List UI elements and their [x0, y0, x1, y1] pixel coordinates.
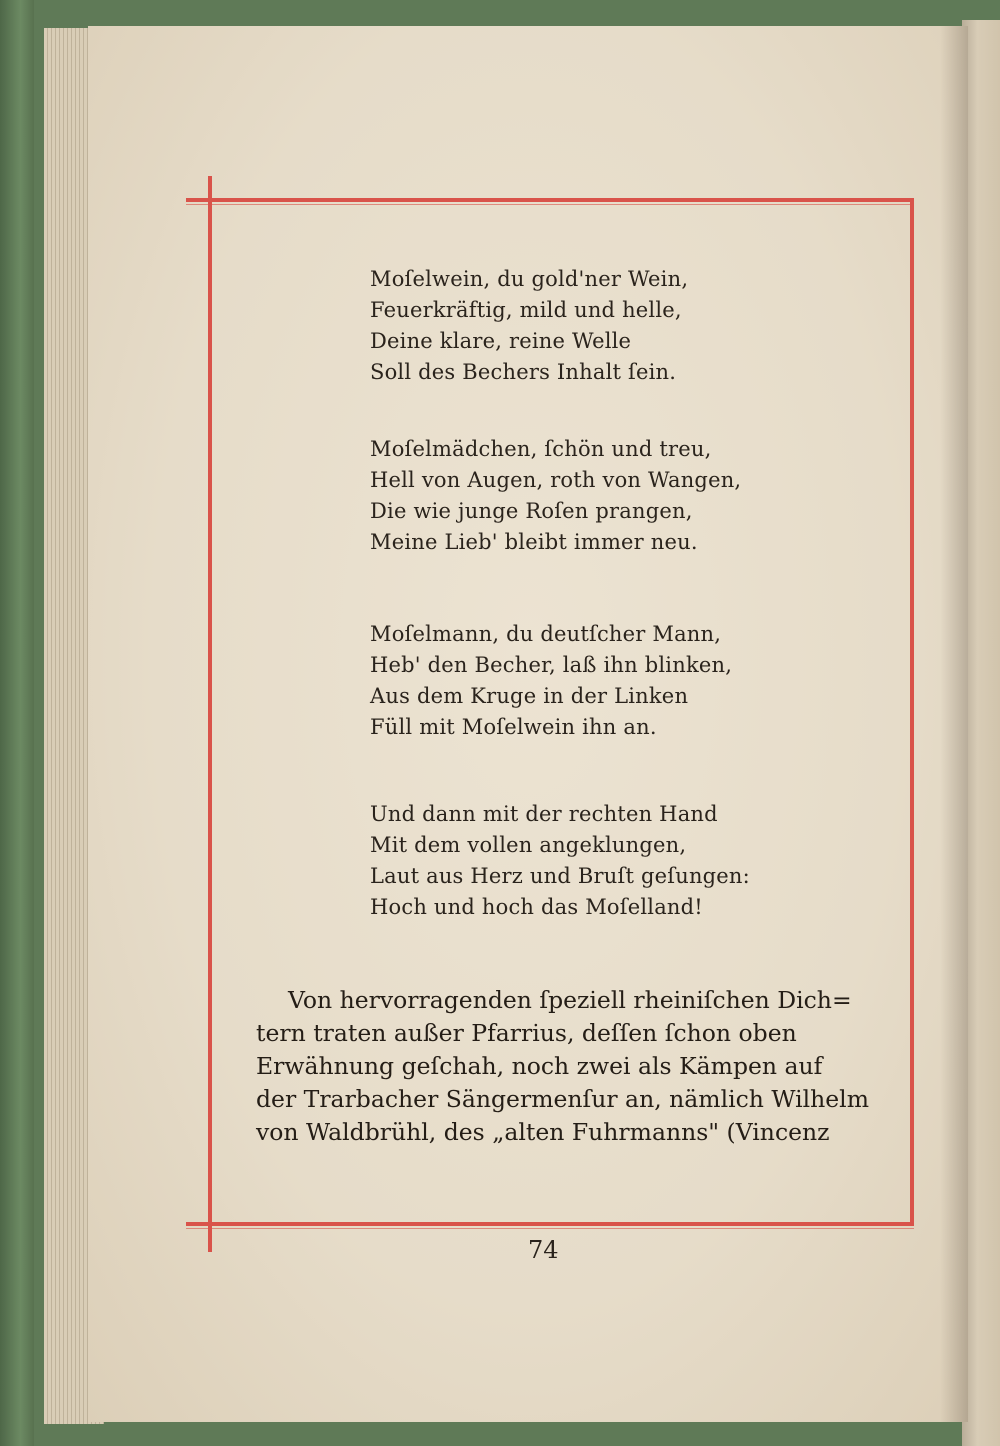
- poem-stanza-1: [370, 264, 790, 388]
- prose-paragraph: [256, 984, 869, 1149]
- poem-line: Und dann mit der rechten Hand: [370, 802, 718, 826]
- poem-line: Die wie junge Roſen prangen,: [370, 499, 693, 523]
- prose-line: der Trarbacher Sängermenſur an, nämlich Wilhelm: [256, 1085, 869, 1113]
- poem-line: Hoch und hoch das Moſelland!: [370, 895, 703, 919]
- prose-line: Von hervorragenden ſpeziell rheiniſchen Dich=: [288, 986, 852, 1014]
- poem-line: Hell von Augen, roth von Wangen,: [370, 468, 742, 492]
- frame-rule-bottom-inner: [186, 1228, 914, 1229]
- poem-line: Moſelwein, du gold'ner Wein,: [370, 267, 689, 291]
- gutter-shadow: [940, 26, 968, 1422]
- frame-rule-bottom: [186, 1222, 914, 1226]
- prose-line: von Waldbrühl, des „alten Fuhrmanns" (Vincenz: [256, 1118, 830, 1146]
- poem-line: Laut aus Herz und Bruſt geſungen:: [370, 864, 750, 888]
- book-spine-edge: [0, 0, 34, 1446]
- poem-line: Mit dem vollen angeklungen,: [370, 833, 687, 857]
- poem-stanza-2: [370, 434, 790, 558]
- frame-rule-top-inner: [186, 204, 914, 205]
- frame-rule-left: [208, 176, 212, 1252]
- prose-line: tern traten außer Pfarrius, deſſen ſchon oben: [256, 1019, 797, 1047]
- poem-line: Moſelmädchen, ſchön und treu,: [370, 437, 712, 461]
- poem-line: Heb' den Becher, laß ihn blinken,: [370, 653, 733, 677]
- poem-line: Feuerkräftig, mild und helle,: [370, 298, 682, 322]
- poem-stanza-3: [370, 619, 790, 743]
- prose-line: Erwähnung geſchah, noch zwei als Kämpen auf: [256, 1052, 823, 1080]
- page-number: 74: [528, 1236, 559, 1264]
- poem-line: Deine klare, reine Welle: [370, 329, 632, 353]
- poem-line: Aus dem Kruge in der Linken: [370, 684, 689, 708]
- poem-line: Soll des Bechers Inhalt ſein.: [370, 360, 677, 384]
- poem-stanza-4: [370, 799, 790, 923]
- poem-line: Meine Lieb' bleibt immer neu.: [370, 530, 698, 554]
- frame-rule-right: [910, 198, 914, 1226]
- poem-line: Füll mit Moſelwein ihn an.: [370, 715, 657, 739]
- frame-rule-top: [186, 198, 914, 202]
- poem-line: Moſelmann, du deutſcher Mann,: [370, 622, 722, 646]
